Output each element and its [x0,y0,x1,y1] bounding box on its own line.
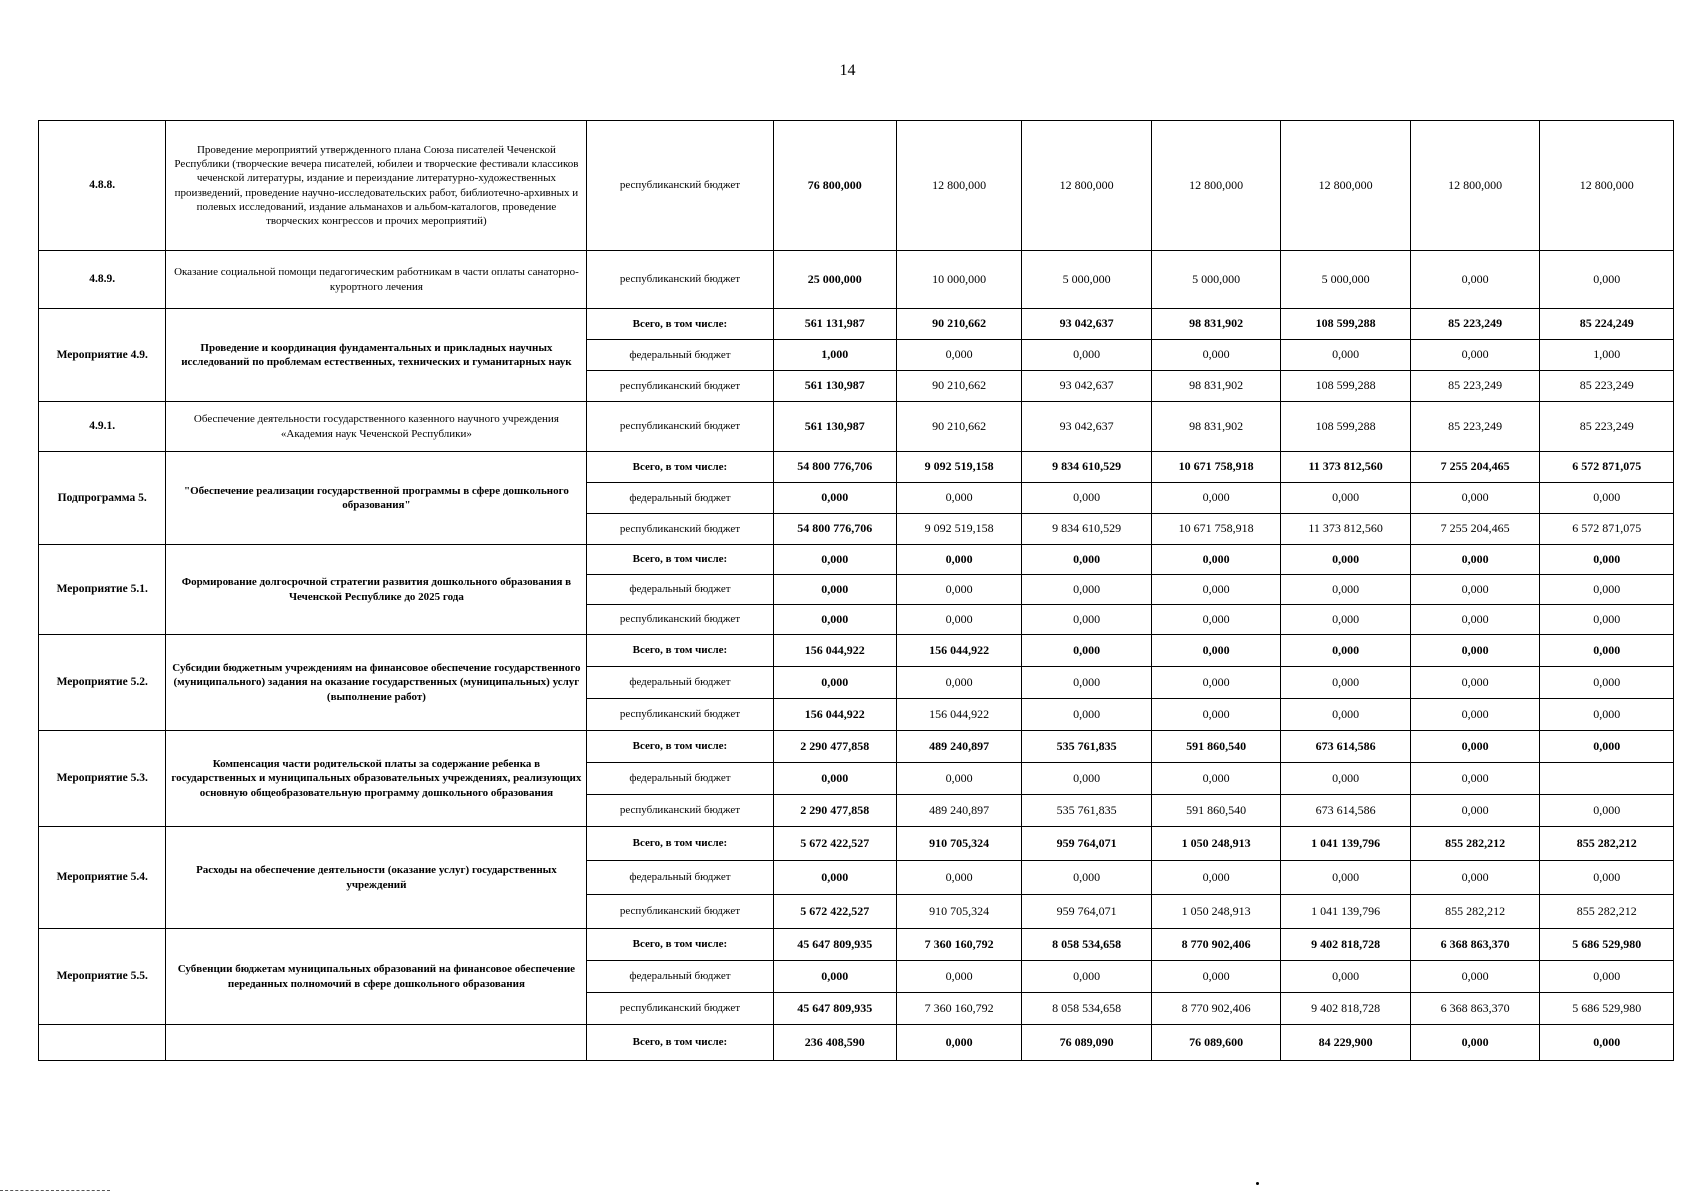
amount-cell: 0,000 [1540,667,1674,699]
amount-cell: 0,000 [896,1025,1021,1061]
amount-cell: 108 599,288 [1281,371,1411,402]
amount-cell: 591 860,540 [1151,795,1281,827]
amount-cell: 0,000 [1151,545,1281,575]
item-code: Подпрограмма 5. [39,452,166,545]
amount-cell: 7 255 204,465 [1410,452,1540,483]
funding-source: Всего, в том числе: [587,929,773,961]
amount-cell: 489 240,897 [896,795,1021,827]
item-name: Субсидии бюджетным учреждениям на финансовое обеспечение государственного (муниципального) задания на оказание государственных (муниципальных) услуг (выполнение работ) [166,635,587,731]
funding-source: республиканский бюджет [587,699,773,731]
amount-cell: 1 050 248,913 [1151,895,1281,929]
amount-cell: 0,000 [1022,961,1152,993]
amount-cell: 45 647 809,935 [773,929,896,961]
funding-source: федеральный бюджет [587,340,773,371]
amount-cell: 1 050 248,913 [1151,827,1281,861]
amount-cell: 90 210,662 [896,309,1021,340]
amount-cell: 1,000 [773,340,896,371]
item-name: Проведение и координация фундаментальных и прикладных научных исследований по проблемам естественных, технических и гуманитарных наук [166,309,587,402]
amount-cell: 0,000 [1540,545,1674,575]
amount-cell: 0,000 [1410,699,1540,731]
amount-cell: 6 368 863,370 [1410,993,1540,1025]
table-row [39,635,1674,667]
amount-cell: 0,000 [896,605,1021,635]
amount-cell: 6 368 863,370 [1410,929,1540,961]
funding-source: республиканский бюджет [587,795,773,827]
amount-cell: 1 041 139,796 [1281,827,1411,861]
amount-cell: 7 360 160,792 [896,929,1021,961]
amount-cell: 0,000 [773,483,896,514]
amount-cell: 0,000 [1540,251,1674,309]
amount-cell: 0,000 [1151,667,1281,699]
table-row [39,929,1674,961]
amount-cell: 0,000 [1281,667,1411,699]
amount-cell: 98 831,902 [1151,402,1281,452]
funding-source: республиканский бюджет [587,371,773,402]
funding-source: республиканский бюджет [587,993,773,1025]
amount-cell: 0,000 [1540,699,1674,731]
funding-source: Всего, в том числе: [587,1025,773,1061]
amount-cell: 0,000 [1410,795,1540,827]
amount-cell: 0,000 [1151,605,1281,635]
item-name: Обеспечение деятельности государственного казенного научного учреждения «Академия наук Чеченской Республики» [166,402,587,452]
funding-source: республиканский бюджет [587,251,773,309]
amount-cell: 8 770 902,406 [1151,929,1281,961]
amount-cell: 0,000 [773,667,896,699]
amount-cell: 0,000 [1022,635,1152,667]
amount-cell: 54 800 776,706 [773,514,896,545]
table-row [39,1025,1674,1061]
footer-mark [0,1190,110,1193]
funding-source: федеральный бюджет [587,763,773,795]
amount-cell: 0,000 [1540,961,1674,993]
amount-cell: 0,000 [896,861,1021,895]
amount-cell: 2 290 477,858 [773,795,896,827]
amount-cell: 0,000 [1410,605,1540,635]
amount-cell: 0,000 [1151,861,1281,895]
amount-cell: 535 761,835 [1022,795,1152,827]
item-name: Формирование долгосрочной стратегии развития дошкольного образования в Чеченской Республике до 2025 года [166,545,587,635]
amount-cell: 108 599,288 [1281,309,1411,340]
amount-cell: 0,000 [1281,605,1411,635]
amount-cell: 76 089,090 [1022,1025,1152,1061]
amount-cell: 0,000 [1540,731,1674,763]
amount-cell: 0,000 [1022,667,1152,699]
amount-cell: 108 599,288 [1281,402,1411,452]
amount-cell: 12 800,000 [1410,121,1540,251]
amount-cell: 855 282,212 [1540,895,1674,929]
amount-cell: 98 831,902 [1151,309,1281,340]
amount-cell: 673 614,586 [1281,795,1411,827]
amount-cell: 54 800 776,706 [773,452,896,483]
amount-cell: 0,000 [773,961,896,993]
item-code: 4.9.1. [39,402,166,452]
amount-cell: 76 800,000 [773,121,896,251]
amount-cell: 5 000,000 [1151,251,1281,309]
funding-source: республиканский бюджет [587,514,773,545]
item-name: Оказание социальной помощи педагогическим работникам в части оплаты санаторно-курортного лечения [166,251,587,309]
item-code [39,1025,166,1061]
amount-cell: 6 572 871,075 [1540,514,1674,545]
amount-cell: 5 686 529,980 [1540,993,1674,1025]
amount-cell: 5 672 422,527 [773,827,896,861]
amount-cell: 93 042,637 [1022,402,1152,452]
amount-cell: 0,000 [896,961,1021,993]
funding-source: федеральный бюджет [587,961,773,993]
amount-cell: 673 614,586 [1281,731,1411,763]
item-name: Субвенции бюджетам муниципальных образований на финансовое обеспечение переданных полномочий в сфере дошкольного образования [166,929,587,1025]
amount-cell: 0,000 [1022,861,1152,895]
amount-cell: 0,000 [1281,340,1411,371]
amount-cell: 0,000 [896,340,1021,371]
amount-cell: 156 044,922 [773,699,896,731]
amount-cell: 0,000 [1151,483,1281,514]
table-row [39,731,1674,763]
amount-cell: 0,000 [1151,961,1281,993]
amount-cell: 5 686 529,980 [1540,929,1674,961]
amount-cell: 10 000,000 [896,251,1021,309]
amount-cell: 0,000 [1022,340,1152,371]
amount-cell: 11 373 812,560 [1281,452,1411,483]
amount-cell: 910 705,324 [896,827,1021,861]
amount-cell: 11 373 812,560 [1281,514,1411,545]
amount-cell: 0,000 [1151,699,1281,731]
table-row [39,545,1674,575]
amount-cell: 0,000 [1151,763,1281,795]
amount-cell: 9 834 610,529 [1022,514,1152,545]
amount-cell: 93 042,637 [1022,309,1152,340]
item-name: "Обеспечение реализации государственной программы в сфере дошкольного образования" [166,452,587,545]
amount-cell: 0,000 [1281,763,1411,795]
funding-source: Всего, в том числе: [587,635,773,667]
item-code: Мероприятие 5.4. [39,827,166,929]
amount-cell: 84 229,900 [1281,1025,1411,1061]
amount-cell: 855 282,212 [1410,827,1540,861]
funding-source: республиканский бюджет [587,121,773,251]
amount-cell: 0,000 [1540,1025,1674,1061]
amount-cell: 98 831,902 [1151,371,1281,402]
amount-cell: 910 705,324 [896,895,1021,929]
amount-cell: 76 089,600 [1151,1025,1281,1061]
funding-source: федеральный бюджет [587,667,773,699]
scan-dot [1256,1182,1259,1185]
amount-cell: 8 058 534,658 [1022,929,1152,961]
amount-cell: 0,000 [1410,483,1540,514]
amount-cell: 7 360 160,792 [896,993,1021,1025]
budget-table-body [39,121,1674,1061]
item-code: 4.8.8. [39,121,166,251]
amount-cell: 0,000 [1540,483,1674,514]
amount-cell: 5 000,000 [1281,251,1411,309]
amount-cell: 12 800,000 [1540,121,1674,251]
amount-cell: 45 647 809,935 [773,993,896,1025]
amount-cell: 1,000 [1540,340,1674,371]
amount-cell: 9 092 519,158 [896,514,1021,545]
amount-cell: 85 224,249 [1540,309,1674,340]
amount-cell: 0,000 [773,763,896,795]
funding-source: Всего, в том числе: [587,827,773,861]
amount-cell: 12 800,000 [1151,121,1281,251]
funding-source: Всего, в том числе: [587,545,773,575]
amount-cell: 0,000 [1410,635,1540,667]
funding-source: Всего, в том числе: [587,309,773,340]
item-code: Мероприятие 5.5. [39,929,166,1025]
table-row [39,402,1674,452]
item-name [166,1025,587,1061]
amount-cell: 0,000 [1022,605,1152,635]
amount-cell: 0,000 [1540,861,1674,895]
amount-cell: 85 223,249 [1410,402,1540,452]
funding-source: федеральный бюджет [587,861,773,895]
amount-cell: 85 223,249 [1540,402,1674,452]
amount-cell: 10 671 758,918 [1151,452,1281,483]
amount-cell: 0,000 [1410,667,1540,699]
table-row [39,827,1674,861]
amount-cell: 0,000 [1281,699,1411,731]
amount-cell: 0,000 [1281,961,1411,993]
amount-cell: 0,000 [773,861,896,895]
table-row [39,121,1674,251]
amount-cell: 93 042,637 [1022,371,1152,402]
amount-cell: 561 130,987 [773,371,896,402]
item-code: 4.8.9. [39,251,166,309]
amount-cell: 9 834 610,529 [1022,452,1152,483]
amount-cell: 855 282,212 [1540,827,1674,861]
amount-cell: 1 041 139,796 [1281,895,1411,929]
funding-source: федеральный бюджет [587,575,773,605]
amount-cell: 156 044,922 [773,635,896,667]
funding-source: Всего, в том числе: [587,731,773,763]
amount-cell: 0,000 [1410,575,1540,605]
amount-cell: 535 761,835 [1022,731,1152,763]
funding-source: федеральный бюджет [587,483,773,514]
amount-cell: 90 210,662 [896,402,1021,452]
amount-cell: 0,000 [1410,1025,1540,1061]
amount-cell: 8 770 902,406 [1151,993,1281,1025]
item-name: Расходы на обеспечение деятельности (оказание услуг) государственных учреждений [166,827,587,929]
amount-cell: 90 210,662 [896,371,1021,402]
amount-cell: 9 092 519,158 [896,452,1021,483]
amount-cell: 5 672 422,527 [773,895,896,929]
page-number: 14 [839,62,856,79]
amount-cell: 489 240,897 [896,731,1021,763]
amount-cell: 0,000 [1410,763,1540,795]
amount-cell: 0,000 [1410,545,1540,575]
amount-cell: 591 860,540 [1151,731,1281,763]
amount-cell: 12 800,000 [896,121,1021,251]
item-code: Мероприятие 4.9. [39,309,166,402]
amount-cell: 156 044,922 [896,635,1021,667]
item-code: Мероприятие 5.1. [39,545,166,635]
amount-cell: 0,000 [896,483,1021,514]
amount-cell: 6 572 871,075 [1540,452,1674,483]
amount-cell: 9 402 818,728 [1281,993,1411,1025]
amount-cell: 0,000 [896,575,1021,605]
budget-table [38,120,1674,1061]
amount-cell: 0,000 [773,575,896,605]
amount-cell: 0,000 [1022,699,1152,731]
amount-cell: 0,000 [1022,575,1152,605]
item-code: Мероприятие 5.3. [39,731,166,827]
item-name: Компенсация части родительской платы за содержание ребенка в государственных и муниципальных образовательных учреждениях, реализующих основную общеобразовательную программу дошкольного образования [166,731,587,827]
amount-cell: 0,000 [1281,635,1411,667]
amount-cell: 0,000 [1410,251,1540,309]
amount-cell: 0,000 [1410,340,1540,371]
amount-cell: 12 800,000 [1022,121,1152,251]
amount-cell: 0,000 [1281,483,1411,514]
amount-cell: 0,000 [1540,575,1674,605]
amount-cell: 12 800,000 [1281,121,1411,251]
amount-cell: 0,000 [1410,861,1540,895]
funding-source: республиканский бюджет [587,895,773,929]
amount-cell: 7 255 204,465 [1410,514,1540,545]
amount-cell: 855 282,212 [1410,895,1540,929]
amount-cell: 25 000,000 [773,251,896,309]
amount-cell: 0,000 [1281,575,1411,605]
table-row [39,309,1674,340]
amount-cell: 561 131,987 [773,309,896,340]
amount-cell: 10 671 758,918 [1151,514,1281,545]
amount-cell: 0,000 [1022,483,1152,514]
amount-cell: 85 223,249 [1410,371,1540,402]
amount-cell: 0,000 [896,667,1021,699]
amount-cell: 0,000 [1540,635,1674,667]
amount-cell: 0,000 [1540,795,1674,827]
amount-cell: 0,000 [1281,861,1411,895]
amount-cell: 561 130,987 [773,402,896,452]
table-row [39,452,1674,483]
funding-source: республиканский бюджет [587,605,773,635]
funding-source: Всего, в том числе: [587,452,773,483]
amount-cell: 5 000,000 [1022,251,1152,309]
amount-cell [1540,763,1674,795]
item-name: Проведение мероприятий утвержденного плана Союза писателей Чеченской Республики (творческие вечера писателей, юбилеи и творческие фестивали классиков чеченской литературы, издание и переиздание литературно-художественных произведений, проведение научно-исследовательских работ, библиотечно-архивных и полевых исследований, издание альманахов и альбом-каталогов, проведение творческих конгрессов и прочих мероприятий) [166,121,587,251]
amount-cell: 0,000 [773,605,896,635]
amount-cell: 9 402 818,728 [1281,929,1411,961]
amount-cell: 0,000 [1281,545,1411,575]
amount-cell: 959 764,071 [1022,895,1152,929]
amount-cell: 0,000 [896,763,1021,795]
amount-cell: 236 408,590 [773,1025,896,1061]
amount-cell: 0,000 [773,545,896,575]
amount-cell: 0,000 [896,545,1021,575]
amount-cell: 2 290 477,858 [773,731,896,763]
amount-cell: 0,000 [1151,575,1281,605]
amount-cell: 0,000 [1022,763,1152,795]
amount-cell: 0,000 [1410,961,1540,993]
amount-cell: 0,000 [1540,605,1674,635]
amount-cell: 0,000 [1151,635,1281,667]
amount-cell: 0,000 [1410,731,1540,763]
item-code: Мероприятие 5.2. [39,635,166,731]
amount-cell: 85 223,249 [1540,371,1674,402]
amount-cell: 156 044,922 [896,699,1021,731]
amount-cell: 959 764,071 [1022,827,1152,861]
amount-cell: 8 058 534,658 [1022,993,1152,1025]
funding-source: республиканский бюджет [587,402,773,452]
amount-cell: 0,000 [1022,545,1152,575]
amount-cell: 85 223,249 [1410,309,1540,340]
table-row [39,251,1674,309]
amount-cell: 0,000 [1151,340,1281,371]
